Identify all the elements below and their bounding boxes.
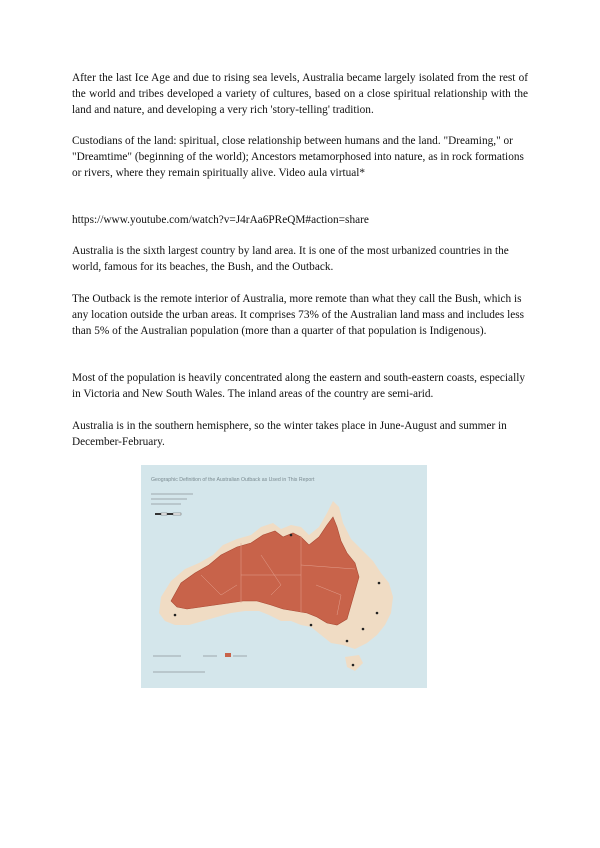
- paragraph-hemisphere: [72, 418, 528, 450]
- outback-map: [141, 465, 427, 688]
- paragraph-text: After the last Ice Age and due to rising sea levels, Australia became largely isolated from the rest of the world and tribes developed a variety of cultures, based on a close spiritual relationship with the land and nature, and developing a very rich 'story-telling' tradition.: [72, 72, 528, 116]
- paragraph-text: Australia is the sixth largest country by land area. It is one of the most urbanized countries in the world, famous for its beaches, the Bush, and the Outback.: [72, 245, 509, 273]
- outback-map-figure: [141, 465, 427, 688]
- city-marker: [174, 614, 177, 617]
- paragraph-outback: [72, 291, 528, 339]
- city-marker: [378, 582, 381, 585]
- city-marker: [362, 628, 365, 631]
- map-title: Geographic Definition of the Australian Outback as Used in This Report: [151, 477, 315, 483]
- paragraph-custodians: [72, 133, 528, 181]
- paragraph-text: Australia is in the southern hemisphere, so the winter takes place in June-August and summer in December-February.: [72, 420, 507, 448]
- video-link-text[interactable]: https://www.youtube.com/watch?v=J4rAa6PReQM#action=share: [72, 214, 369, 226]
- city-marker: [352, 664, 355, 667]
- paragraph-population: [72, 370, 528, 402]
- paragraph-text: The Outback is the remote interior of Australia, more remote than what they call the Bush, which is any location outside the urban areas. It comprises 73% of the Australian land mass and includes less than 5% of the Australian population (more than a quarter of that population is Indigenous).: [72, 293, 525, 337]
- video-link[interactable]: [72, 212, 528, 228]
- paragraph-text: Custodians of the land: spiritual, close relationship between humans and the land. "Dreaming," or "Dreamtime" (beginning of the world); Ancestors metamorphosed into nature, as in rock formations or rivers, where they remain spiritually alive. Video aula virtual*: [72, 135, 524, 179]
- paragraph-sixth-largest: [72, 243, 528, 275]
- city-marker: [310, 624, 313, 627]
- city-marker: [376, 612, 379, 615]
- city-marker: [290, 534, 293, 537]
- paragraph-text: Most of the population is heavily concentrated along the eastern and south-eastern coasts, especially in Victoria and New South Wales. The inland areas of the country are semi-arid.: [72, 372, 525, 400]
- city-marker: [346, 640, 349, 643]
- paragraph-ice-age: [72, 70, 528, 118]
